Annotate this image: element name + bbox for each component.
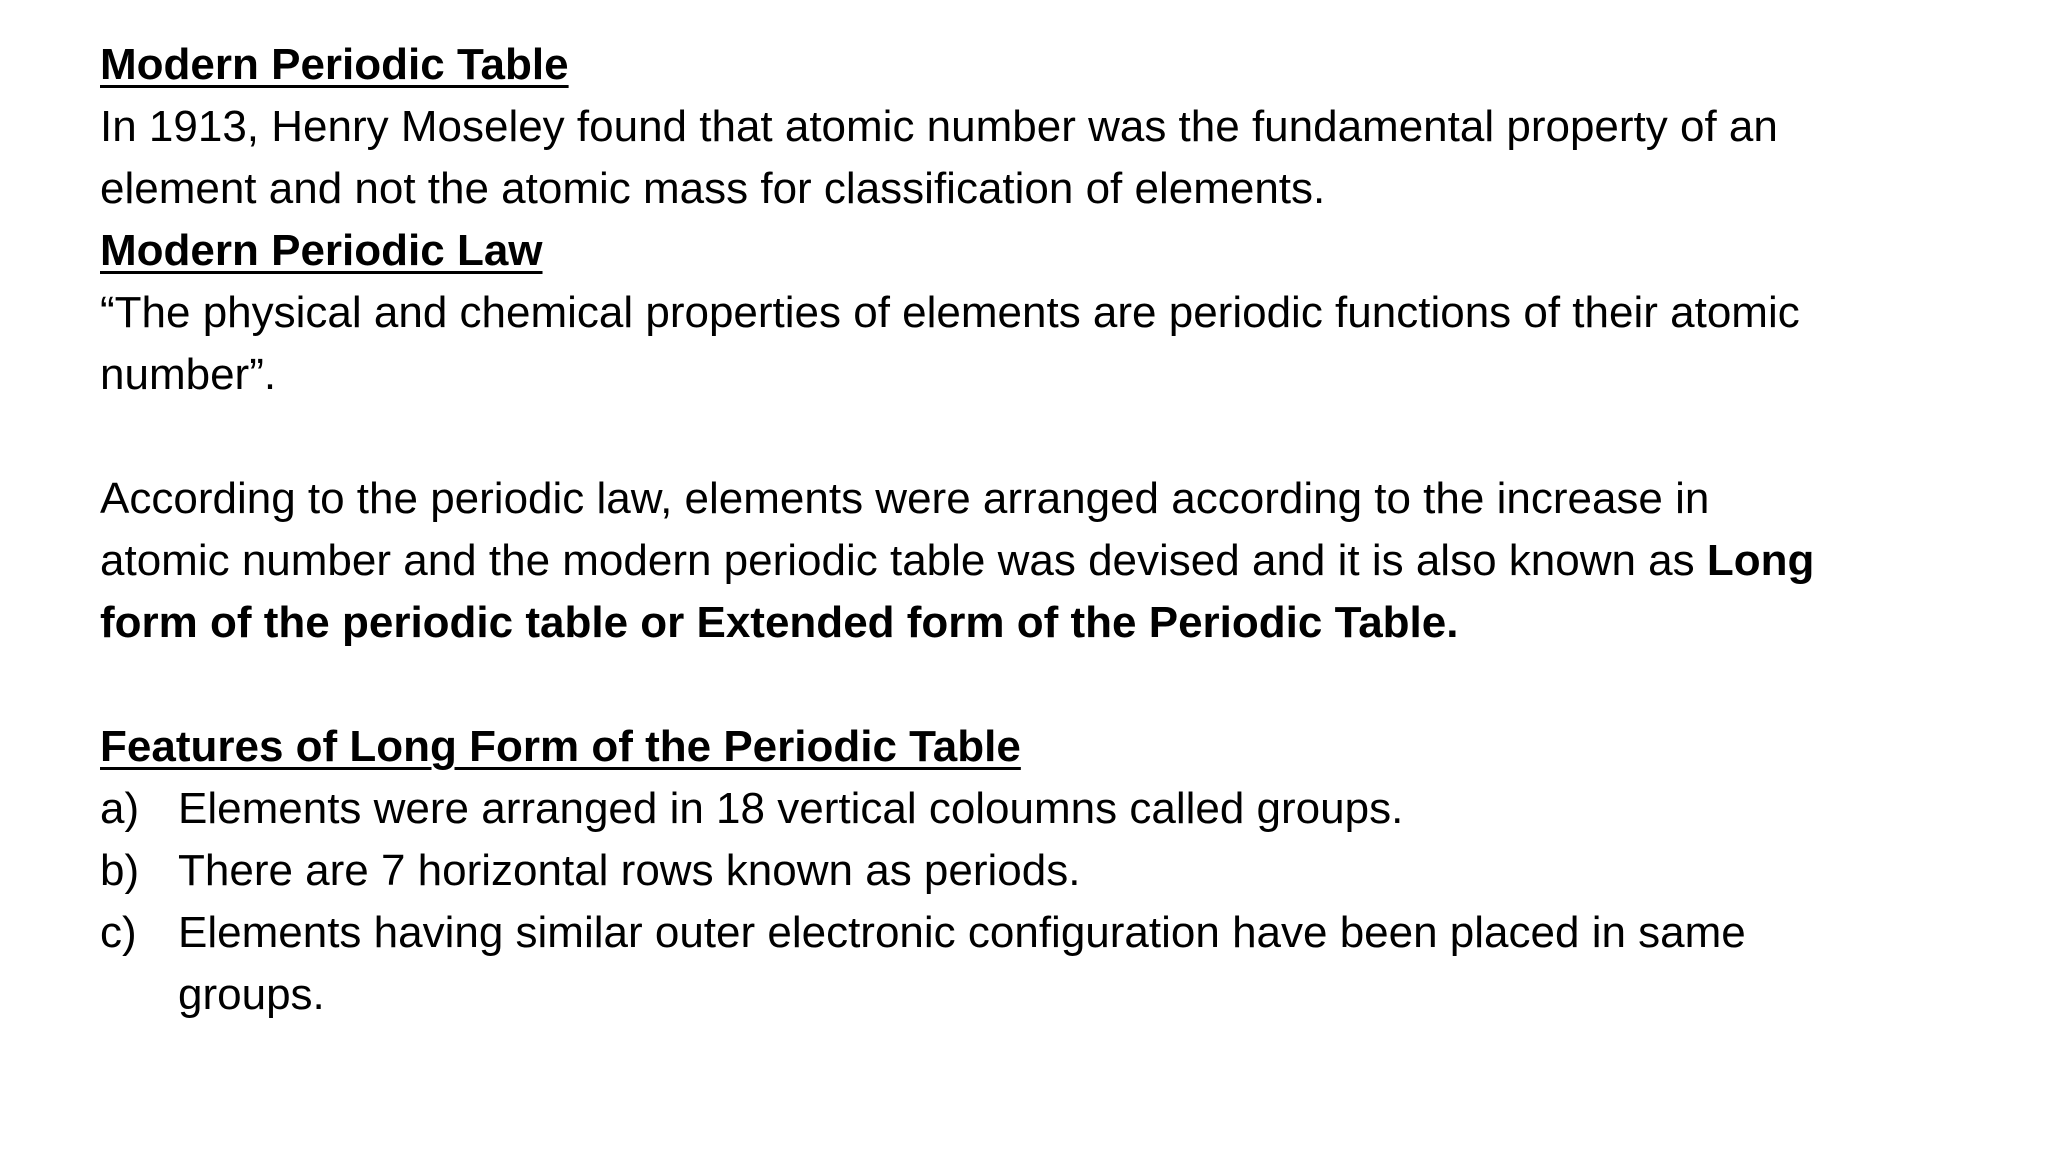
arrangement-text-line-2-plain: atomic number and the modern periodic table was devised and it is also known as [100, 536, 1707, 585]
spacer [100, 654, 2000, 716]
heading-modern-periodic-law: Modern Periodic Law [100, 226, 543, 275]
list-item-text-line-2: groups. [178, 970, 325, 1019]
moseley-text-line-1: In 1913, Henry Moseley found that atomic number was the fundamental property of an [100, 102, 1778, 151]
list-marker: a) [100, 784, 140, 833]
moseley-text-line-2: element and not the atomic mass for classification of elements. [100, 164, 1326, 213]
arrangement-text-line-2-bold: Long [1706, 536, 1815, 585]
list-item-text: Elements were arranged in 18 vertical coloumns called groups. [178, 784, 1404, 833]
list-marker: b) [100, 846, 140, 895]
arrangement-text-line-1: According to the periodic law, elements were arranged according to the increase in [100, 474, 1710, 523]
periodic-law-quote-line-2: number”. [100, 350, 277, 399]
list-item [100, 840, 2000, 902]
arrangement-text-line-3-bold: form of the periodic table or Extended form of the Periodic Table. [100, 598, 1459, 647]
spacer [100, 406, 2000, 468]
list-item [100, 778, 2000, 840]
heading-modern-periodic-table: Modern Periodic Table [100, 40, 569, 89]
list-item [100, 902, 2000, 1026]
list-item-text: There are 7 horizontal rows known as periods. [178, 846, 1081, 895]
list-marker: c) [100, 908, 137, 957]
arrangement-text-line-2 [100, 530, 2000, 592]
list-item-text-line-1: Elements having similar outer electronic configuration have been placed in same [178, 908, 1746, 957]
periodic-law-quote-line-1: “The physical and chemical properties of elements are periodic functions of their atomic [100, 288, 1800, 337]
heading-features-long-form: Features of Long Form of the Periodic Table [100, 722, 1021, 771]
slide-content [100, 34, 2000, 1026]
list-item-text-block [178, 902, 1746, 1026]
